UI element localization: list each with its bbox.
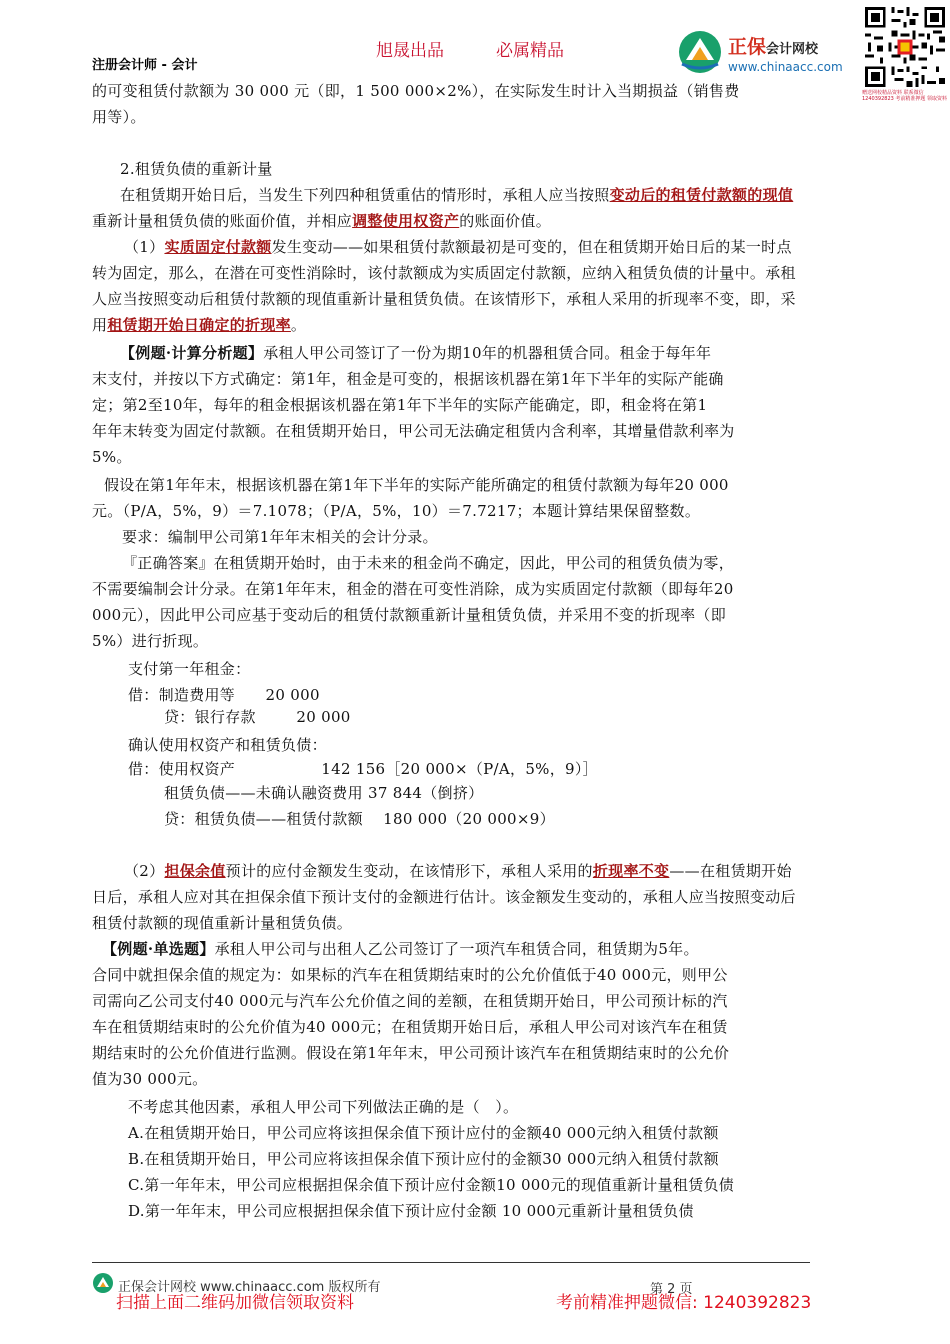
example-1-line: 【例题·计算分析题】承租人甲公司签订了一份为期10年的机器租赁合同。租金于每年年 (120, 344, 712, 362)
item-1-line: （1）实质固定付款额发生变动——如果租赁付款额最初是可变的，但在租赁期开始日后的某一时点 (124, 238, 792, 256)
header-promo-right: 必属精品 (496, 41, 564, 61)
example-2-line: 车在租赁期结束时的公允价值为40 000元；在租赁期开始日后，承租人甲公司对该汽车在租赁 (92, 1018, 728, 1036)
logo-url: www.chinaacc.com (728, 60, 843, 74)
example-1-line: 元。（P/A，5%，9）＝7.1078；（P/A，5%，10）＝7.7217；本题计算结果保留整数。 (92, 502, 701, 520)
example-1-line: 5%。 (92, 448, 132, 466)
footer-divider (92, 1262, 810, 1263)
requirement-line: 要求：编制甲公司第1年年末相关的会计分录。 (122, 528, 438, 546)
answer-line: 5%）进行折现。 (92, 632, 209, 650)
option-c: C.第一年年末，甲公司应根据担保余值下预计应付金额10 000元的现值重新计量租赁负债 (128, 1176, 735, 1194)
journal-entry: 借：使用权资产 142 156［20 000×（P/A，5%，9）］ (128, 760, 598, 778)
highlight-term: 调整使用权资产 (352, 212, 460, 230)
text-line: 用等）。 (92, 108, 146, 126)
footer-copyright: 正保会计网校 www.chinaacc.com 版权所有 (118, 1280, 381, 1295)
header-promo-left: 旭晟出品 (376, 41, 444, 61)
example-tag: 【例题·计算分析题】 (120, 344, 264, 362)
example-1-line: 假设在第1年年末，根据该机器在第1年下半年的实际产能所确定的租赁付款额为每年20 000 (104, 476, 729, 494)
example-2-line: 期结束时的公允价值进行监测。假设在第1年年末，甲公司预计该汽车在租赁期结束时的公允价 (92, 1044, 730, 1062)
option-d: D.第一年年末，甲公司应根据担保余值下预计应付金额 10 000元重新计量租赁负债 (128, 1202, 694, 1220)
journal-title: 确认使用权资产和租赁负债： (128, 736, 327, 754)
option-a: A.在租赁期开始日，甲公司应将该担保余值下预计应付的金额40 000元纳入租赁付款额 (128, 1124, 719, 1142)
example-tag: 【例题·单选题】 (102, 940, 215, 958)
journal-title: 支付第一年租金： (128, 660, 251, 678)
item-1-line: 转为固定，那么，在潜在可变性消除时，该付款额成为实质固定付款额，应纳入租赁负债的计量中。承租 (92, 264, 796, 282)
example-1-line: 末支付，并按以下方式确定：第1年，租金是可变的，根据该机器在第1年下半年的实际产能确 (92, 370, 724, 388)
example-2-line: 【例题·单选题】承租人甲公司与出租人乙公司签订了一项汽车租赁合同，租赁期为5年。 (102, 940, 699, 958)
chinaacc-logo[interactable] (676, 28, 866, 76)
option-b: B.在租赁期开始日，甲公司应将该担保余值下预计应付的金额30 000元纳入租赁付款额 (128, 1150, 719, 1168)
example-2-line: 司需向乙公司支付40 000元与汽车公允价值之间的差额，在租赁期开始日，甲公司预计标的汽 (92, 992, 728, 1010)
answer-line: 『正确答案』在租赁期开始时，由于未来的租金尚不确定，因此，甲公司的租赁负债为零， (122, 554, 735, 572)
highlight-term: 租赁期开始日确定的折现率 (107, 316, 291, 334)
item-2-line: （2）担保余值预计的应付金额发生变动，在该情形下，承租人采用的折现率不变——在租赁期开始 (124, 862, 792, 880)
example-2-line: 合同中就担保余值的规定为：如果标的汽车在租赁期结束时的公允价值低于40 000元，则甲公 (92, 966, 728, 984)
text-line: 的可变租赁付款额为 30 000 元（即，1 500 000×2%），在实际发生时计入当期损益（销售费 (92, 82, 740, 100)
journal-entry: 借：制造费用等 20 000 (128, 686, 320, 704)
paragraph-line: 重新计量租赁负债的账面价值，并相应调整使用权资产的账面价值。 (92, 212, 552, 230)
highlight-term: 折现率不变 (592, 862, 670, 880)
answer-line: 不需要编制会计分录。在第1年年末，租金的潜在可变性消除，成为实质固定付款额（即每年20 (92, 580, 734, 598)
item-2-line: 日后，承租人应对其在担保余值下预计支付的金额进行估计。该金额发生变动的，承租人应当按照变动后 (92, 888, 796, 906)
qr-note: 赠送网校精品资料 联系微信 1240392823 考前精准押题 领取资料 (862, 90, 947, 102)
example-1-line: 年年末转变为固定付款额。在租赁期开始日，甲公司无法确定租赁内含利率，其增量借款利率为 (92, 422, 735, 440)
highlight-term: 担保余值 (164, 862, 226, 880)
paragraph-line: 在租赁期开始日后，当发生下列四种租赁重估的情形时，承租人应当按照变动后的租赁付款额的现值 (120, 186, 794, 204)
item-1-line: 用租赁期开始日确定的折现率。 (92, 316, 307, 334)
item-2-line: 租赁付款额的现值重新计量租赁负债。 (92, 914, 353, 932)
course-title: 注册会计师 - 会计 (92, 58, 198, 73)
logo-brand: 正保 (728, 36, 767, 58)
page-number: 第 2 页 (650, 1282, 693, 1297)
journal-entry: 贷：租赁负债——租赁付款额 180 000（20 000×9） (164, 810, 555, 828)
example-2-line: 值为30 000元。 (92, 1070, 208, 1088)
footer-promo-left: 扫描上面二维码加微信领取资料 (116, 1293, 354, 1313)
footer-promo-right: 考前精准押题微信: 1240392823 (556, 1293, 812, 1313)
item-1-line: 人应当按照变动后租赁付款额的现值重新计量租赁负债。在该情形下，承租人采用的折现率不变，即，采 (92, 290, 796, 308)
highlight-term: 变动后的租赁付款额的现值 (609, 186, 794, 204)
logo-brand-sub: 会计网校 (766, 42, 819, 57)
highlight-term: 实质固定付款额 (164, 238, 272, 256)
journal-entry: 贷：银行存款 20 000 (164, 708, 351, 726)
footer-logo-icon (92, 1272, 114, 1294)
qr-code-icon[interactable] (862, 4, 948, 90)
logo-emblem-icon (676, 28, 726, 76)
question-stem: 不考虑其他因素，承租人甲公司下列做法正确的是（ ）。 (128, 1098, 519, 1116)
example-1-line: 定；第2至10年，每年的租金根据该机器在第1年下半年的实际产能确定，即，租金将在第1 (92, 396, 708, 414)
journal-entry: 租赁负债——未确认融资费用 37 844（倒挤） (164, 784, 484, 802)
section-heading: 2.租赁负债的重新计量 (120, 160, 273, 178)
answer-line: 000元），因此甲公司应基于变动后的租赁付款额重新计量租赁负债，并采用不变的折现率（即 (92, 606, 727, 624)
